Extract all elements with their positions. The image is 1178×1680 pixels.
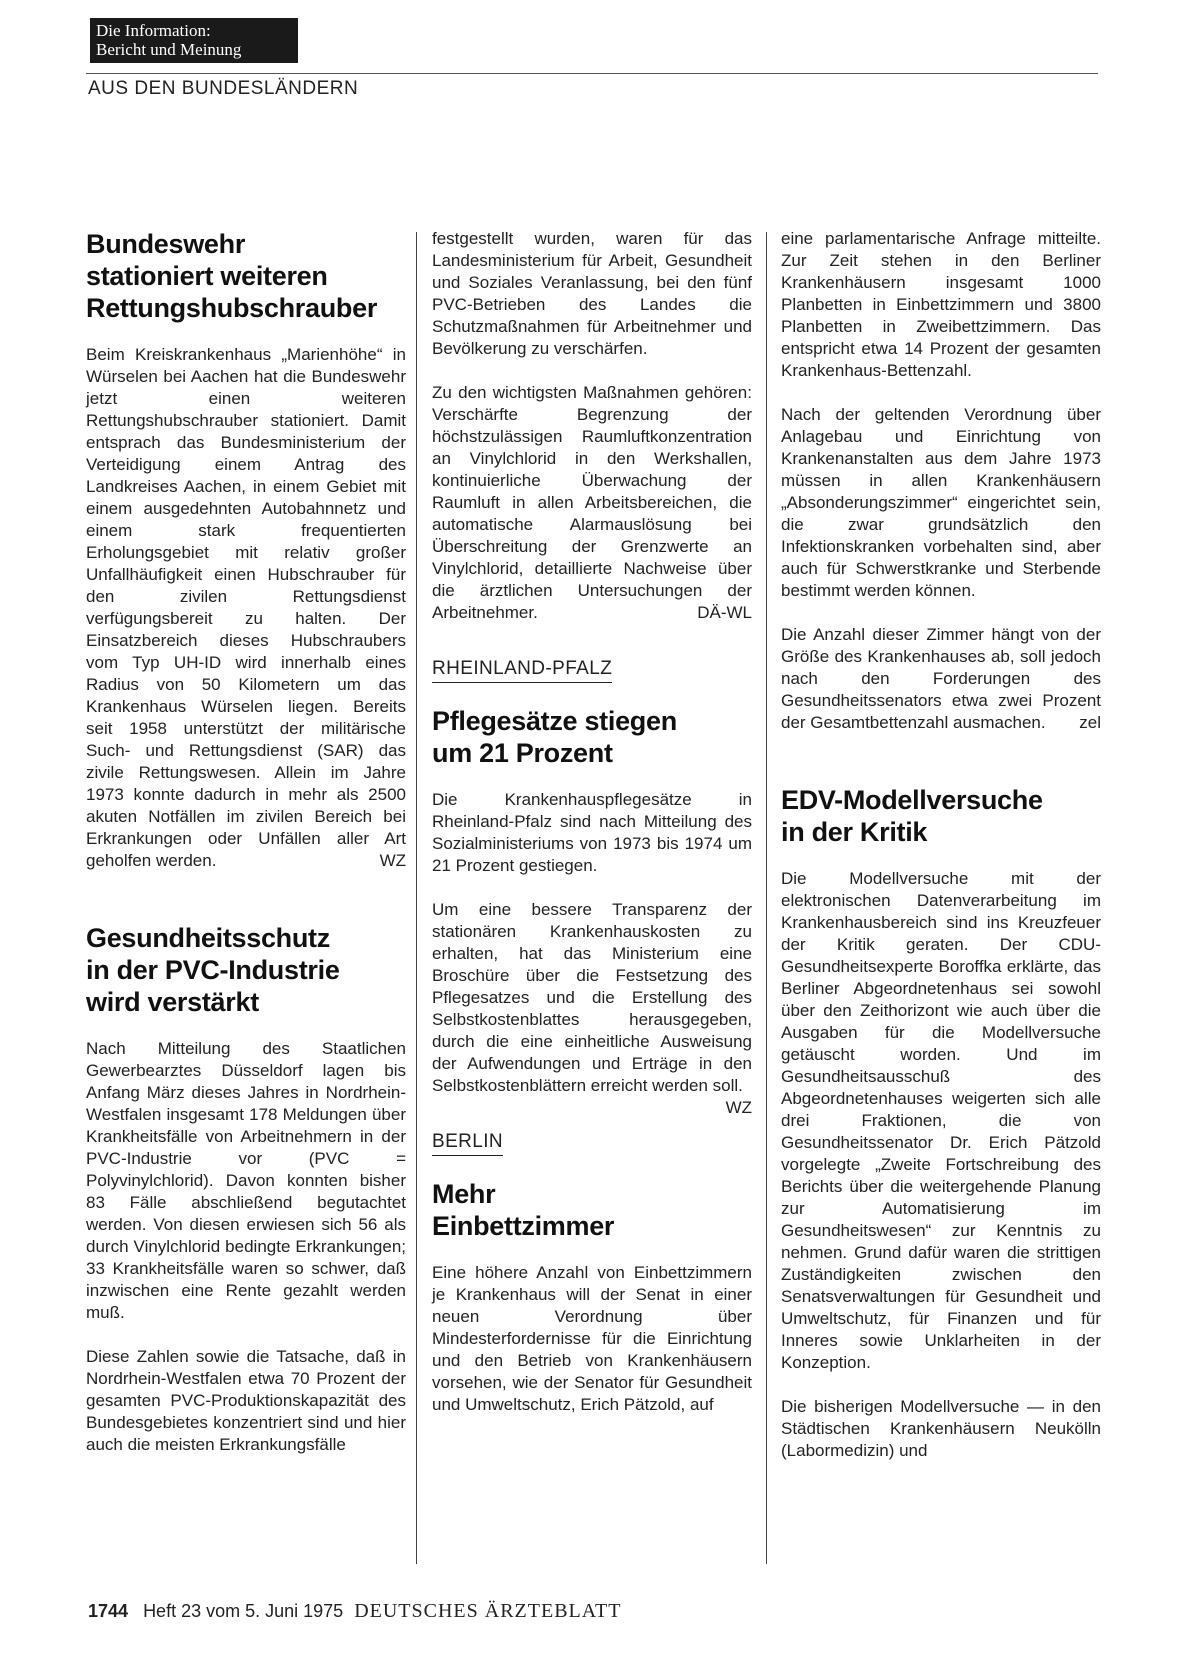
article-paragraph: Die bisherigen Modellversuche — in den Städtischen Krankenhäusern Neukölln (Labormedizin) und <box>781 1397 1101 1460</box>
rubric-line-1: Die Information: <box>96 21 211 40</box>
column-3 <box>781 228 1101 1484</box>
article-headline-pflege: Pflegesätze stiegen um 21 Prozent <box>432 706 677 768</box>
region-label-berlin: BERLIN <box>432 1131 503 1156</box>
article-paragraph: festgestellt wurden, waren für das Landesministerium für Arbeit, Gesundheit und Soziales Veranlassung, bei den fünf PVC-Betrieben des Landes die Schutzmaßnahmen für Arbeitnehmer und Bevölkerung zu verschärfen. <box>432 229 752 358</box>
article-headline-edv: EDV-Modellversuche in der Kritik <box>781 785 1043 847</box>
section-title: AUS DEN BUNDESLÄNDERN <box>88 78 359 99</box>
article-paragraph: eine parlamentarische Anfrage mitteilte. Zur Zeit stehen in den Berliner Krankenhäusern insgesamt 1000 Planbetten in Einbettzimmern und 3800 Planbetten in Zweibettzimmern. Das entspricht etwa 14 Prozent der gesamten Krankenhaus-Bettenzahl. <box>781 229 1101 380</box>
article-paragraph: Die Anzahl dieser Zimmer hängt von der Größe des Krankenhauses ab, soll jedoch nach den Forderungen des Gesundheitssenators etwa zwei Prozent der Gesamtbettenzahl ausmachen. zel <box>781 625 1101 732</box>
header-rule <box>86 73 1098 74</box>
column-1 <box>86 228 406 1478</box>
article-paragraph: Nach Mitteilung des Staatlichen Gewerbearztes Düsseldorf lagen bis Anfang März dieses Jahres in Nordrhein-Westfalen insgesamt 178 Meldungen über Krankheitsfälle von Arbeitnehmern in der PVC-Industrie vor (PVC = Polyvinylchlorid). Davon konnten bisher 83 Fälle abschließend begutachtet werden. Von diesen erwiesen sich 56 als durch Vinylchlorid bedingte Erkrankungen; 33 Krankheitsfälle waren so schwer, daß inzwischen eine Rente gezahlt werden muß. <box>86 1039 406 1322</box>
region-label-rheinland-pfalz: RHEINLAND-PFALZ <box>432 658 612 683</box>
author-signature: zel <box>1079 713 1101 732</box>
issue-info: Heft 23 vom 5. Juni 1975 <box>143 1601 344 1621</box>
author-signature: WZ <box>379 851 406 870</box>
rubric-line-2: Bericht und Meinung <box>96 40 242 59</box>
rubric-badge <box>90 18 298 63</box>
article-headline-berlin: Mehr Einbettzimmer <box>432 1179 615 1241</box>
article-paragraph: Die Modellversuche mit der elektronischen Datenverarbeitung im Krankenhausbereich sind ins Kreuzfeuer der Kritik geraten. Der CDU-Gesundheitsexperte Boroffka erklärte, das Berliner Abgeordnetenhaus sei sowohl über den Zeithorizont wie auch über die Ausgaben für die Modellversuche getäuscht worden. Und im Gesundheitsausschuß des Abgeordnetenhauses weigerten sich alle drei Fraktionen, die von Gesundheitssenator Dr. Erich Pätzold vorgelegte „Zweite Fortschreibung des Berichts über die weitergehende Planung zur Automatisierung im Gesundheitswesen“ zur Kenntnis zu nehmen. Grund dafür waren die strittigen Zuständigkeiten zwischen den Senatsverwaltungen für Gesundheit und Umweltschutz, für Finanzen und für Inneres sowie Unklarheiten in der Konzeption. <box>781 869 1101 1372</box>
author-signature: WZ <box>725 1098 752 1117</box>
article-paragraph: Um eine bessere Transparenz der stationären Krankenhauskosten zu erhalten, hat das Ministerium eine Broschüre über die Festsetzung des Pflegesatzes und die Erstellung des Selbstkostenblattes herausgegeben, durch die eine einheitliche Ausweisung der Aufwendungen und Erträge in den Selbstkostenblättern erreicht werden soll. WZ <box>432 900 752 1117</box>
column-2 <box>432 228 752 1438</box>
author-signature: DÄ-WL <box>697 603 752 622</box>
article-paragraph: Zu den wichtigsten Maßnahmen gehören: Verschärfte Begrenzung der höchstzulässigen Raumluftkonzentration an Vinylchlorid in den Werkshallen, kontinuierliche Überwachung der Raumluft in allen Arbeitsbereichen, die automatische Alarmauslösung bei Überschreitung der Grenzwerte an Vinylchlorid, detaillierte Nachweise über die ärztlichen Untersuchungen der Arbeitnehmer. DÄ-WL <box>432 383 752 622</box>
column-divider-1 <box>416 232 417 1564</box>
article-paragraph: Nach der geltenden Verordnung über Anlagebau und Einrichtung von Krankenanstalten aus dem Jahre 1973 müssen in allen Krankenhäusern „Absonderungszimmer“ eingerichtet sein, die zwar grundsätzlich den Infektionskranken vorbehalten sind, aber auch für Schwerstkranke und Sterbende bestimmt werden können. <box>781 405 1101 600</box>
article-headline-bundeswehr: Bundeswehr stationiert weiteren Rettungshubschrauber <box>86 229 378 323</box>
article-paragraph: Eine höhere Anzahl von Einbettzimmern je Krankenhaus will der Senat in einer neuen Verordnung über Mindesterfordernisse für die Einrichtung und den Betrieb von Krankenhäusern vorsehen, wie der Senator für Gesundheit und Umweltschutz, Erich Pätzold, auf <box>432 1263 752 1414</box>
page-number: 1744 <box>88 1601 129 1621</box>
column-divider-2 <box>766 232 767 1564</box>
publication-name: DEUTSCHES ÄRZTEBLATT <box>354 1600 622 1622</box>
article-paragraph: Beim Kreiskrankenhaus „Marienhöhe“ in Würselen bei Aachen hat die Bundeswehr jetzt einen weiteren Rettungshubschrauber stationiert. Damit entsprach das Bundesministerium der Verteidigung einem Antrag des Landkreises Aachen, in einem Gebiet mit einem ausgedehnten Autobahnnetz und einem stark frequentierten Erholungsgebiet mit relativ großer Unfallhäufigkeit einen Hubschrauber für den zivilen Rettungsdienst verfügungsbereit zu halten. Der Einsatzbereich dieses Hubschraubers vom Typ UH-ID wird innerhalb eines Radius von 50 Kilometern um das Krankenhaus Würselen liegen. Bereits seit 1958 unterstützt der militärische Such- und Rettungsdienst (SAR) das zivile Rettungswesen. Allein im Jahre 1973 konnte dadurch in mehr als 2500 akuten Notfällen im zivilen Bereich bei Erkrankungen oder Unfällen aller Art geholfen werden. WZ <box>86 345 406 870</box>
article-paragraph: Diese Zahlen sowie die Tatsache, daß in Nordrhein-Westfalen etwa 70 Prozent der gesamten PVC-Produktionskapazität des Bundesgebietes konzentriert sind und hier auch die meisten Erkrankungsfälle <box>86 1347 406 1454</box>
page-footer <box>88 1600 621 1623</box>
article-headline-pvc: Gesundheitsschutz in der PVC-Industrie wird verstärkt <box>86 923 340 1017</box>
article-paragraph: Die Krankenhauspflegesätze in Rheinland-Pfalz sind nach Mitteilung des Sozialministeriums von 1973 bis 1974 um 21 Prozent gestiegen. <box>432 790 752 875</box>
